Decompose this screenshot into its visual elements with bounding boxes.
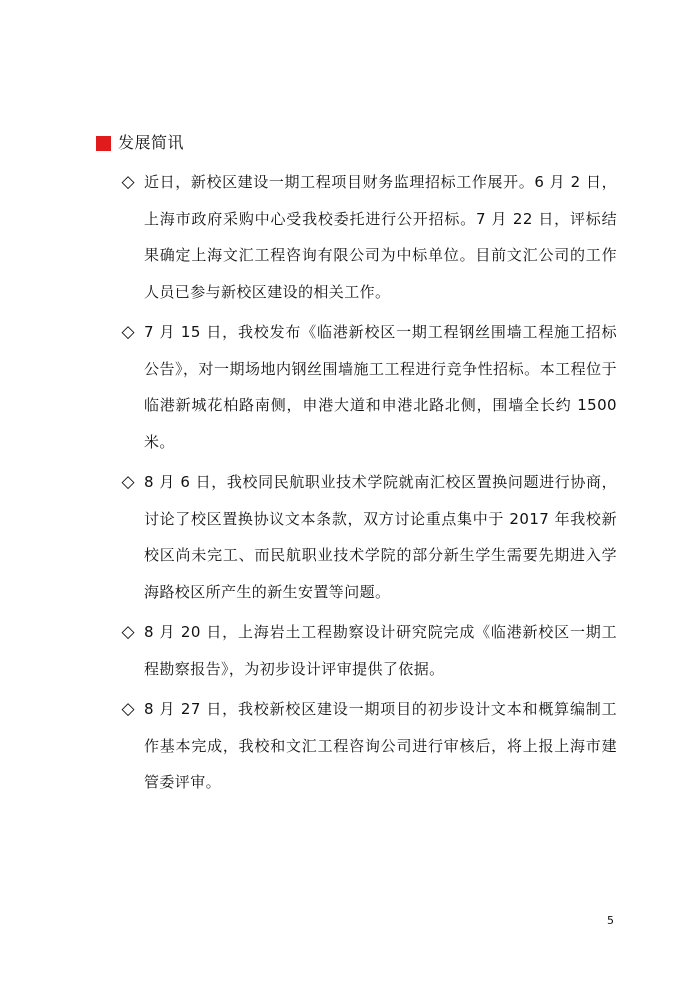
news-item (117, 614, 617, 687)
news-item-text: 近日，新校区建设一期工程项目财务监理招标工作展开。6 月 2 日，上海市政府采购中心受我校委托进行公开招标。7 月 22 日，评标结果确定上海文汇工程咨询有限公司为中标单位。目前文汇公司的工作人员已参与新校区建设的相关工作。 (144, 173, 617, 301)
news-list (117, 164, 617, 805)
news-item (117, 164, 617, 310)
diamond-bullet-icon: ◇ (121, 472, 135, 492)
diamond-bullet-icon: ◇ (121, 699, 135, 719)
news-item (117, 464, 617, 610)
diamond-bullet-icon: ◇ (121, 622, 135, 642)
diamond-bullet-icon: ◇ (121, 322, 135, 342)
page-number: 5 (607, 914, 614, 927)
red-square-icon (96, 136, 111, 151)
section-title: 发展简讯 (118, 133, 185, 152)
news-item-text: 7 月 15 日，我校发布《临港新校区一期工程钢丝围墙工程施工招标公告》，对一期场地内钢丝围墙施工工程进行竞争性招标。本工程位于临港新城花柏路南侧，申港大道和申港北路北侧，围墙全长约 1500 米。 (144, 323, 617, 451)
section-heading (96, 131, 184, 155)
news-item-text: 8 月 20 日，上海岩土工程勘察设计研究院完成《临港新校区一期工程勘察报告》，为初步设计评审提供了依据。 (144, 623, 617, 678)
news-item (117, 691, 617, 801)
news-item-text: 8 月 27 日，我校新校区建设一期项目的初步设计文本和概算编制工作基本完成，我校和文汇工程咨询公司进行审核后，将上报上海市建管委评审。 (144, 700, 617, 791)
diamond-bullet-icon: ◇ (121, 172, 135, 192)
news-item (117, 314, 617, 460)
news-item-text: 8 月 6 日，我校同民航职业技术学院就南汇校区置换问题进行协商，讨论了校区置换协议文本条款，双方讨论重点集中于 2017 年我校新校区尚未完工、而民航职业技术学院的部分新生学生需要先期进入学海路校区所产生的新生安置等问题。 (144, 473, 617, 601)
